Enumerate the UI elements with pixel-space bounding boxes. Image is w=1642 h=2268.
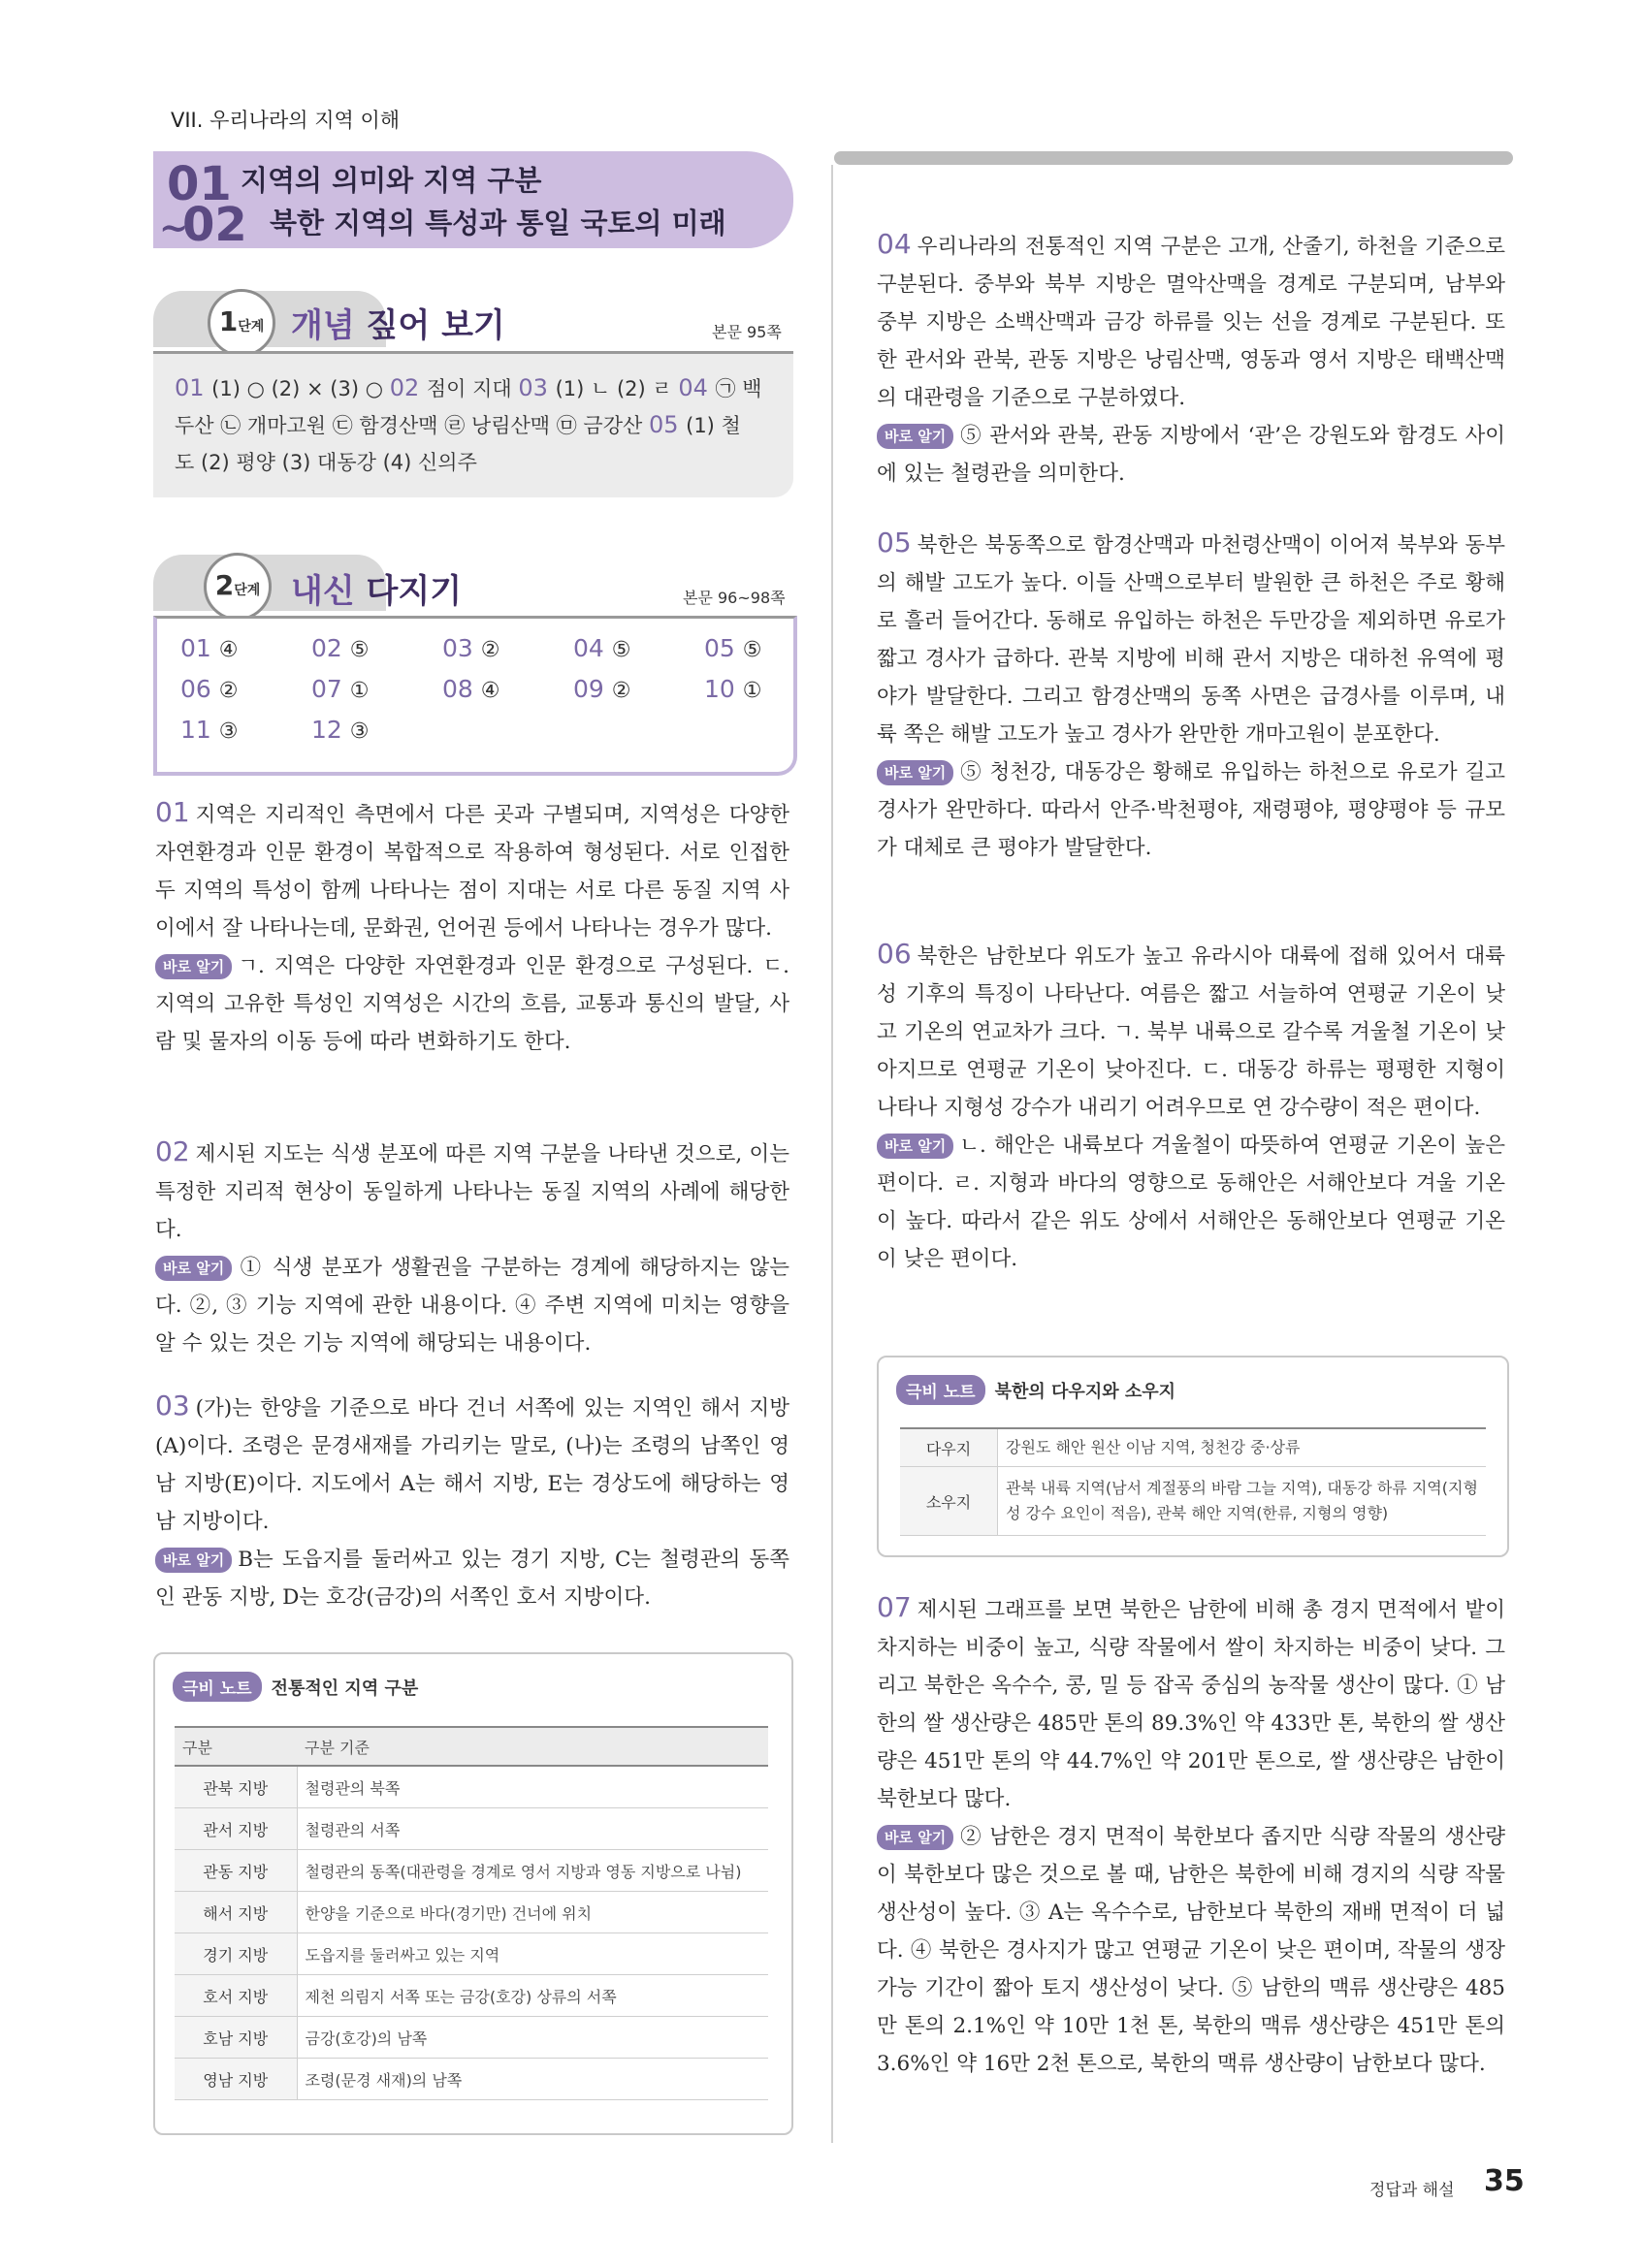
question-number: 03	[155, 1390, 190, 1421]
range-tilde: ~	[159, 208, 189, 248]
stage2-answer	[573, 675, 631, 703]
footer-label: 정답과 해설	[1369, 2181, 1455, 2200]
table-row	[175, 1766, 768, 1808]
traditional-region-table	[175, 1726, 768, 2100]
table-row	[175, 1975, 768, 2017]
answer-choice: ④	[218, 638, 239, 662]
rainfall-type: 소우지	[900, 1467, 998, 1536]
table-header: 구분 기준	[297, 1727, 768, 1766]
table-row	[175, 1892, 768, 1933]
answer-choice: ⑤	[742, 638, 762, 662]
question-06	[877, 935, 1505, 1278]
stage2-answer	[180, 634, 239, 662]
correction-text: ⑤ 관서와 관북, 관동 지방에서 ‘관’은 강원도와 함경도 사이에 있는 철령관을 의미한다.	[877, 424, 1505, 486]
question-03-body	[155, 1387, 789, 1541]
stage2-answer	[180, 675, 239, 703]
column-top-bar	[834, 151, 1513, 165]
region-name: 관서 지방	[175, 1808, 297, 1850]
question-02-correction	[155, 1249, 789, 1362]
answer-number: 01	[175, 374, 212, 401]
correction-tag: 바로 알기	[877, 1134, 953, 1159]
region-criterion: 한양을 기준으로 바다(경기만) 건너에 위치	[297, 1892, 768, 1933]
stage2-answer	[311, 675, 370, 703]
question-07	[877, 1588, 1505, 2083]
answer-text: (1) ○ (2) × (3) ○	[211, 377, 390, 400]
stage2-header	[153, 555, 793, 617]
correction-text: ① 식생 분포가 생활권을 구분하는 경계에 해당하지는 않는다. ②, ③ 기능 지역에 관한 내용이다. ④ 주변 지역에 미치는 영향을 알 수 있는 것은 기능 지역에 해당되는 내용이다.	[155, 1256, 789, 1356]
rainfall-note	[877, 1356, 1509, 1557]
answer-number: 02	[311, 634, 350, 662]
question-explanation: 제시된 그래프를 보면 북한은 남한에 비해 총 경지 면적에서 밭이 차지하는 비중이 높고, 식량 작물에서 쌀이 차지하는 비중이 낮다. 그리고 북한은 옥수수, 콩, 밀 등 잡곡 중심의 농작물 생산이 많다. ① 남한의 쌀 생산량은 485만 톤의 89.3%인 약 433만 톤, 북한의 쌀 생산량은 451만 톤의 약 44.7%인 약 201만 톤으로, 쌀 생산량은 남한이 북한보다 많다.	[877, 1598, 1505, 1811]
section-title-line1: 지역의 의미와 지역 구분	[241, 164, 542, 197]
question-05	[877, 524, 1505, 867]
chapter-heading: VII. 우리나라의 지역 이해	[171, 109, 401, 132]
note-title: 북한의 다우지와 소우지	[994, 1381, 1176, 1402]
answer-choice: ①	[742, 679, 762, 703]
question-04	[877, 225, 1505, 493]
stage1-header	[153, 291, 793, 353]
region-criterion: 철령관의 서쪽	[297, 1808, 768, 1850]
question-number: 05	[877, 527, 912, 559]
stage1-answer-line	[175, 410, 741, 439]
question-number: 01	[155, 796, 190, 828]
question-05-correction	[877, 753, 1505, 867]
question-number: 06	[877, 938, 912, 970]
answer-choice: ⑤	[349, 638, 370, 662]
stage1-title: 개념 짚어 보기	[291, 306, 505, 345]
question-01-body	[155, 793, 789, 947]
region-criterion: 제천 의림지 서쪽 또는 금강(호강) 상류의 서쪽	[297, 1975, 768, 2017]
stage1-answers-box	[153, 351, 793, 497]
correction-text: ㄱ. 지역은 다양한 자연환경과 인문 환경으로 구성된다. ㄷ. 지역의 고유한 특성인 지역성은 시간의 흐름, 교통과 통신의 발달, 사람 및 물자의 이동 등에 따라 변화하기도 한다.	[155, 954, 789, 1054]
correction-tag: 바로 알기	[877, 1825, 953, 1850]
correction-tag: 바로 알기	[155, 1256, 232, 1281]
stage2-answer	[442, 634, 500, 662]
region-criterion: 철령관의 동쪽(대관령을 경계로 영서 지방과 영동 지방으로 나뉨)	[297, 1850, 768, 1892]
stage2-page-ref: 본문 96~98쪽	[683, 589, 786, 607]
question-03	[155, 1387, 789, 1616]
rainfall-table	[900, 1427, 1486, 1536]
region-name: 경기 지방	[175, 1933, 297, 1975]
question-05-body	[877, 524, 1505, 753]
question-07-body	[877, 1588, 1505, 1818]
answer-text: 도 (2) 평양 (3) 대동강 (4) 신의주	[175, 451, 477, 474]
answer-choice: ④	[480, 679, 500, 703]
answer-number: 05	[704, 634, 743, 662]
question-01-correction	[155, 947, 789, 1061]
region-criterion: 철령관의 북쪽	[297, 1766, 768, 1808]
answer-choice: ⑤	[611, 638, 631, 662]
stage2-answer	[180, 716, 239, 744]
region-name: 관북 지방	[175, 1766, 297, 1808]
answer-choice: ①	[349, 679, 370, 703]
stage2-answer	[311, 716, 370, 744]
section-number-end: 02	[182, 198, 247, 252]
question-02-body	[155, 1133, 789, 1249]
correction-text: B는 도읍지를 둘러싸고 있는 경기 지방, C는 철령관의 동쪽인 관동 지방, D는 호강(금강)의 서쪽인 호서 지방이다.	[155, 1548, 789, 1610]
region-name: 호서 지방	[175, 1975, 297, 2017]
question-04-correction	[877, 417, 1505, 493]
section-title-line2: 북한 지역의 특성과 통일 국토의 미래	[270, 207, 726, 240]
answer-number: 01	[180, 634, 219, 662]
stage2-answer	[573, 634, 631, 662]
correction-tag: 바로 알기	[877, 760, 953, 785]
stage2-answer	[704, 634, 762, 662]
note-badge: 극비 노트	[173, 1672, 262, 1702]
question-number: 02	[155, 1135, 190, 1167]
correction-text: ⑤ 청천강, 대동강은 황해로 유입하는 하천으로 유로가 길고 경사가 완만하다. 따라서 안주·박천평야, 재령평야, 평양평야 등 규모가 대체로 큰 평야가 발달한다.	[877, 760, 1505, 860]
question-02	[155, 1133, 789, 1362]
question-number: 04	[877, 228, 912, 260]
question-06-body	[877, 935, 1505, 1127]
column-divider	[831, 165, 833, 2143]
question-04-body	[877, 225, 1505, 417]
question-explanation: 지역은 지리적인 측면에서 다른 곳과 구별되며, 지역성은 다양한 자연환경과 인문 환경이 복합적으로 작용하여 형성된다. 서로 인접한 두 지역의 특성이 함께 나타나는 점이 지대는 서로 다른 동질 지역 사이에서 잘 나타나는데, 문화권, 언어권 등에서 나타나는 경우가 많다.	[155, 803, 789, 941]
answer-number: 03	[518, 374, 556, 401]
answer-number: 10	[704, 675, 743, 703]
question-number: 07	[877, 1591, 912, 1623]
stage1-badge: 1단계	[208, 289, 275, 357]
note-title: 전통적인 지역 구분	[271, 1677, 419, 1699]
page-number: 35	[1484, 2164, 1525, 2198]
table-row	[900, 1428, 1486, 1467]
correction-tag: 바로 알기	[155, 954, 232, 979]
table-row	[175, 1808, 768, 1850]
rainfall-regions: 관북 내륙 지역(남서 계절풍의 바람 그늘 지역), 대동강 하류 지역(지형성 강수 요인이 적음), 관북 해안 지역(한류, 지형의 영향)	[998, 1467, 1487, 1536]
correction-text: ② 남한은 경지 면적이 북한보다 좁지만 식량 작물의 생산량이 북한보다 많은 것으로 볼 때, 남한은 북한에 비해 경지의 식량 작물 생산성이 높다. ③ A는 옥수수로, 남한보다 북한의 재배 면적이 더 넓다. ④ 북한은 경사지가 많고 연평균 기온이 낮은 편이며, 작물의 생장 가능 기간이 짧아 토지 생산성이 낮다. ⑤ 남한의 맥류 생산량은 485만 톤의 2.1%인 약 10만 1천 톤, 북한의 맥류 생산량은 451만 톤의 3.6%인 약 16만 2천 톤으로, 북한의 맥류 생산량이 남한보다 많다.	[877, 1825, 1505, 2076]
section-title-box	[153, 151, 793, 252]
answer-number: 06	[180, 675, 219, 703]
question-01	[155, 793, 789, 1061]
question-03-correction	[155, 1541, 789, 1616]
region-name: 해서 지방	[175, 1892, 297, 1933]
question-explanation: 북한은 남한보다 위도가 높고 유라시아 대륙에 접해 있어서 대륙성 기후의 특징이 나타난다. 여름은 짧고 서늘하여 연평균 기온이 낮고 기온의 연교차가 크다. ㄱ. 북부 내륙으로 갈수록 겨울철 기온이 낮아지므로 연평균 기온이 낮아진다. ㄷ. 대동강 하류는 평평한 지형이 나타나 지형성 강수가 내리기 어려우므로 연 강수량이 적은 편이다.	[877, 944, 1505, 1120]
table-row	[175, 1850, 768, 1892]
rainfall-type: 다우지	[900, 1428, 998, 1467]
traditional-region-note	[153, 1652, 793, 2135]
stage1-answer-line	[175, 373, 761, 402]
stage2-answer	[442, 675, 500, 703]
answer-number: 11	[180, 716, 219, 744]
answer-text: (1) ㄴ (2) ㄹ	[555, 377, 679, 400]
region-criterion: 도읍지를 둘러싸고 있는 지역	[297, 1933, 768, 1975]
answer-text: ㉠ 백	[715, 377, 762, 400]
stage2-answers-box	[153, 616, 797, 776]
table-row	[175, 2017, 768, 2059]
answer-choice: ③	[349, 719, 370, 744]
answer-choice: ②	[218, 679, 239, 703]
table-row	[175, 1933, 768, 1975]
answer-choice: ②	[480, 638, 500, 662]
answer-text: 두산 ㉡ 개마고원 ㉢ 함경산맥 ㉣ 낭림산맥 ㉤ 금강산	[175, 414, 649, 437]
region-criterion: 금강(호강)의 남쪽	[297, 2017, 768, 2059]
question-explanation: 우리나라의 전통적인 지역 구분은 고개, 산줄기, 하천을 기준으로 구분된다. 중부와 북부 지방은 멸악산맥을 경계로 구분되며, 남부와 중부 지방은 소백산맥과 금강 하류를 잇는 선을 경계로 구분된다. 또한 관서와 관북, 관동 지방은 낭림산맥, 영동과 영서 지방은 태백산맥의 대관령을 기준으로 구분하였다.	[877, 235, 1505, 410]
stage2-title: 내신 다지기	[291, 572, 463, 611]
answer-text: 점이 지대	[426, 377, 519, 400]
answer-number: 03	[442, 634, 481, 662]
answer-number: 02	[389, 374, 427, 401]
region-name: 영남 지방	[175, 2059, 297, 2100]
note-badge: 극비 노트	[896, 1375, 985, 1405]
question-explanation: 제시된 지도는 식생 분포에 따른 지역 구분을 나타낸 것으로, 이는 특정한 지리적 현상이 동일하게 나타나는 동질 지역의 사례에 해당한다.	[155, 1142, 789, 1242]
stage1-page-ref: 본문 95쪽	[712, 323, 782, 341]
correction-text: ㄴ. 해안은 내륙보다 겨울철이 따뜻하여 연평균 기온이 높은 편이다. ㄹ. 지형과 바다의 영향으로 동해안은 서해안보다 겨울 기온이 높다. 따라서 같은 위도 상에서 서해안은 동해안보다 연평균 기온이 낮은 편이다.	[877, 1134, 1505, 1271]
region-criterion: 조령(문경 새재)의 남쪽	[297, 2059, 768, 2100]
answer-number: 09	[573, 675, 612, 703]
answer-number: 08	[442, 675, 481, 703]
answer-number: 05	[648, 411, 687, 438]
question-explanation: 북한은 북동쪽으로 함경산맥과 마천령산맥이 이어져 북부와 동부의 해발 고도가 높다. 이들 산맥으로부터 발원한 큰 하천은 주로 황해로 흘러 들어간다. 동해로 유입하는 하천은 두만강을 제외하면 유로가 짧고 경사가 급하다. 관북 지방에 비해 관서 지방은 대하천 유역에 평야가 발달한다. 그리고 함경산맥의 동쪽 사면은 급경사를 이루며, 내륙 쪽은 해발 고도가 높고 경사가 완만한 개마고원이 분포한다.	[877, 533, 1505, 747]
correction-tag: 바로 알기	[155, 1548, 232, 1573]
answer-text: (1) 철	[686, 414, 741, 437]
region-name: 관동 지방	[175, 1850, 297, 1892]
answer-number: 12	[311, 716, 350, 744]
answer-number: 07	[311, 675, 350, 703]
stage2-answer	[704, 675, 762, 703]
answer-choice: ③	[218, 719, 239, 744]
table-row	[175, 2059, 768, 2100]
section-number-start: 01	[167, 157, 232, 211]
answer-number: 04	[573, 634, 612, 662]
stage2-answer	[311, 634, 370, 662]
region-name: 호남 지방	[175, 2017, 297, 2059]
stage1-answer-line	[175, 447, 477, 476]
answer-number: 04	[678, 374, 716, 401]
rainfall-regions: 강원도 해안 원산 이남 지역, 청천강 중·상류	[998, 1428, 1487, 1467]
table-header: 구분	[175, 1727, 297, 1766]
question-06-correction	[877, 1127, 1505, 1278]
answer-choice: ②	[611, 679, 631, 703]
question-07-correction	[877, 1818, 1505, 2083]
stage2-badge: 2단계	[204, 553, 272, 621]
table-row	[900, 1467, 1486, 1536]
correction-tag: 바로 알기	[877, 424, 953, 449]
question-explanation: (가)는 한양을 기준으로 바다 건너 서쪽에 있는 지역인 해서 지방(A)이다. 조령은 문경새재를 가리키는 말로, (나)는 조령의 남쪽인 영남 지방(E)이다. 지도에서 A는 해서 지방, E는 경상도에 해당하는 영남 지방이다.	[155, 1396, 789, 1534]
